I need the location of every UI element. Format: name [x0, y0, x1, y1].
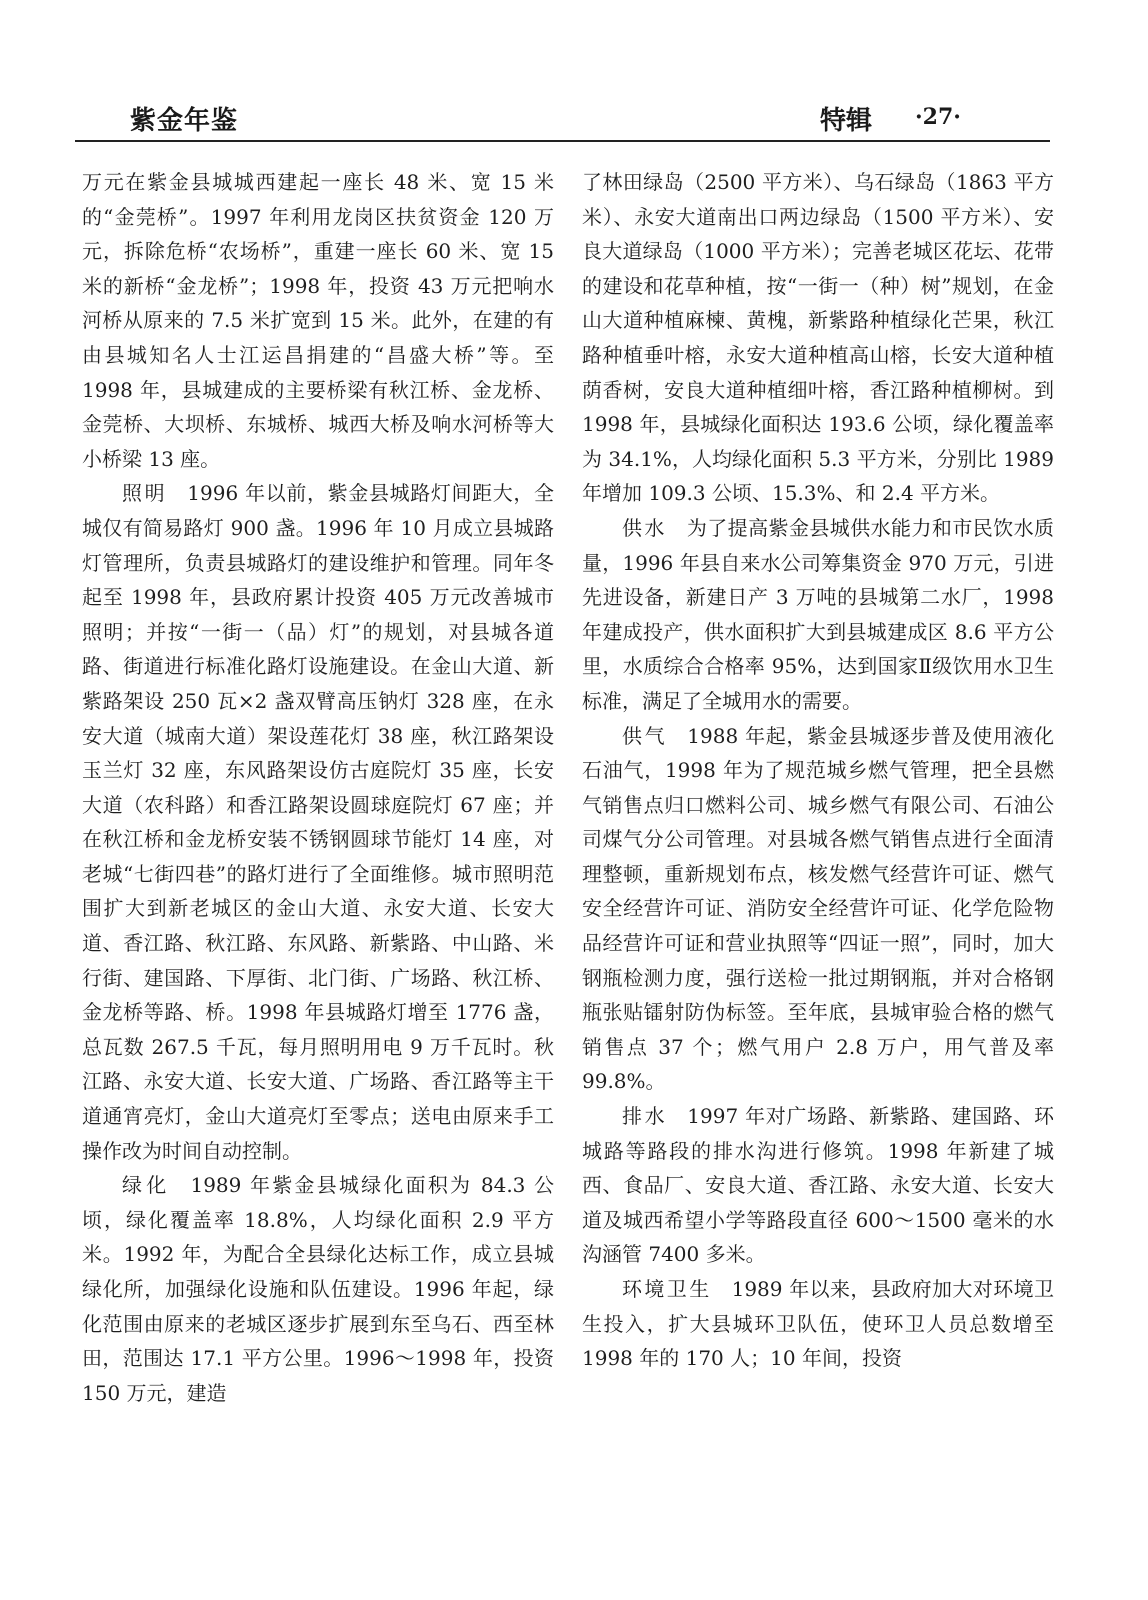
left-column	[82, 165, 554, 1410]
paragraph-greening-cont: 了林田绿岛（2500 平方米）、乌石绿岛（1863 平方米）、永安大道南出口两边绿岛（1500 平方米）、安良大道绿岛（1000 平方米）；完善老城区花坛、花带的建设和花草种植，按“一街一（种）树”规划，在金山大道种植麻楝、黄槐，新紫路种植绿化芒果，秋江路种植垂叶榕，永安大道种植高山榕，长安大道种植荫香树，安良大道种植细叶榕，香江路种植柳树。到 1998 年，县城绿化面积达 193.6 公顷，绿化覆盖率为 34.1%，人均绿化面积 5.3 平方米，分别比 1989 年增加 109.3 公顷、15.3%、和 2.4 平方米。	[582, 170, 1054, 506]
section-keyword-drainage: 排水	[622, 1104, 668, 1129]
paragraph-drainage	[582, 1099, 1054, 1272]
section-keyword-water-supply: 供水	[622, 515, 667, 540]
header-title: 紫金年鉴	[130, 106, 239, 136]
paragraph-gas-supply-text: 1988 年起，紫金县城逐步普及使用液化石油气，1998 年为了规范城乡燃气管理，把全县燃气销售点归口燃料公司、城乡燃气有限公司、石油公司煤气分公司管理。对县城各燃气销售点进行全面清理整顿，重新规划布点，核发燃气经营许可证、燃气安全经营许可证、消防安全经营许可证、化学危险物品经营许可证和营业执照等“四证一照”，同时，加大钢瓶检测力度，强行送检一批过期钢瓶，并对合格钢瓶张贴镭射防伪标签。至年底，县城审验合格的燃气销售点 37 个；燃气用户 2.8 万户，用气普及率 99.8%。	[582, 723, 1054, 1094]
header-rule	[75, 140, 1050, 142]
header-section: 特辑	[820, 106, 873, 136]
section-keyword-sanitation: 环境卫生	[622, 1277, 712, 1301]
paragraph-greening	[82, 1168, 554, 1410]
paragraph-water-supply	[582, 511, 1054, 719]
paragraph-sanitation-text: 1989 年以来，县政府加大对环境卫生投入，扩大县城环卫队伍，使环卫人员总数增至 1998 年的 170 人；10 年间，投资	[582, 1277, 1054, 1371]
paragraph-gas-supply	[582, 719, 1054, 1100]
paragraph-bridges: 万元在紫金县城城西建起一座长 48 米、宽 15 米的“金莞桥”。1997 年利用龙岗区扶贫资金 120 万元，拆除危桥“农场桥”，重建一座长 60 米、宽 15 米的新桥“金龙桥”；1998 年，投资 43 万元把响水河桥从原来的 7.5 米扩宽到 15 米。此外，在建的有由县城知名人士江运昌捐建的“昌盛大桥”等。至 1998 年，县城建成的主要桥梁有秋江桥、金龙桥、金莞桥、大坝桥、东城桥、城西大桥及响水河桥等大小桥梁 13 座。	[82, 170, 554, 471]
right-column	[582, 165, 1054, 1376]
paragraph-sanitation	[582, 1272, 1054, 1376]
paragraph-lighting-text: 1996 年以前，紫金县城路灯间距大，全城仅有简易路灯 900 盏。1996 年 10 月成立县城路灯管理所，负责县城路灯的建设维护和管理。同年冬起至 1998 年，县政府累计投资 405 万元改善城市照明；并按“一街一（品）灯”的规划，对县城各道路、街道进行标准化路灯设施建设。在金山大道、新紫路架设 250 瓦×2 盏双臂高压钠灯 328 座，在永安大道（城南大道）架设莲花灯 38 座，秋江路架设玉兰灯 32 座，东风路架设仿古庭院灯 35 座，长安大道（农科路）和香江路架设圆球庭院灯 67 座；并在秋江桥和金龙桥安装不锈钢圆球节能灯 14 座，对老城“七街四巷”的路灯进行了全面维修。城市照明范围扩大到新老城区的金山大道、永安大道、长安大道、香江路、秋江路、东风路、新紫路、中山路、米行街、建国路、下厚街、北门街、广场路、秋江桥、金龙桥等路、桥。1998 年县城路灯增至 1776 盏，总瓦数 267.5 千瓦，每月照明用电 9 万千瓦时。秋江路、永安大道、长安大道、广场路、香江路等主干道通宵亮灯，金山大道亮灯至零点；送电由原来手工操作改为时间自动控制。	[82, 481, 554, 1163]
paragraph-water-supply-text: 为了提高紫金县城供水能力和市民饮水质量，1996 年县自来水公司筹集资金 970 万元，引进先进设备，新建日产 3 万吨的县城第二水厂，1998 年建成投产，供水面积扩大到县城建成区 8.6 平方公里，水质综合合格率 95%，达到国家Ⅱ级饮用水卫生标准，满足了全城用水的需要。	[582, 515, 1055, 713]
paragraph-greening-text: 1989 年紫金县城绿化面积为 84.3 公顷，绿化覆盖率 18.8%，人均绿化面积 2.9 平方米。1992 年，为配合全县绿化达标工作，成立县城绿化所，加强绿化设施和队伍建设。1996 年起，绿化范围由原来的老城区逐步扩展到东至乌石、西至林田，范围达 17.1 平方公里。1996～1998 年，投资 150 万元，建造	[82, 1173, 554, 1405]
paragraph-lighting	[82, 476, 554, 1168]
section-keyword-lighting: 照明	[122, 481, 168, 506]
page-number: ·27·	[915, 104, 961, 130]
section-keyword-gas-supply: 供气	[622, 723, 668, 748]
section-keyword-greening: 绿化	[122, 1173, 171, 1198]
paragraph-drainage-text: 1997 年对广场路、新紫路、建国路、环城路等路段的排水沟进行修筑。1998 年新建了城西、食品厂、安良大道、香江路、永安大道、长安大道及城西希望小学等路段直径 600～1500 毫米的水沟涵管 7400 多米。	[582, 1104, 1054, 1267]
